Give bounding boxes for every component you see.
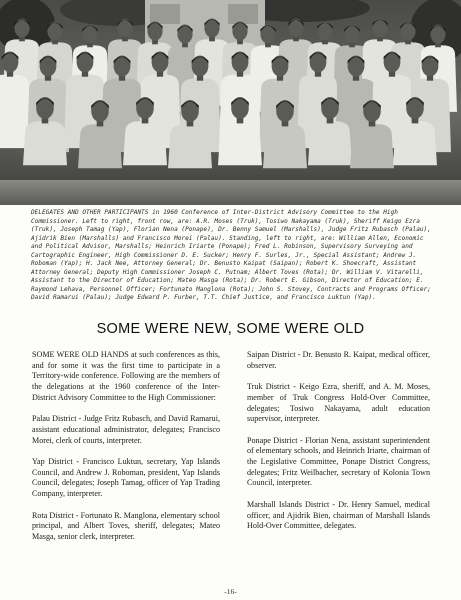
page-number: -16-: [224, 587, 237, 596]
rota-delegation: Rota District - Fortunato R. Manglona, elementary school principal, and Albert Toves, sheriff, delegates; Mateo Masga, senior clerk, interpreter.: [32, 510, 220, 541]
ponape-delegation: Ponape District - Florian Nena, assistant superintendent of elementary schools, and Heinrich Iriarte, chairman of the Legislative Committee, Ponape District Congress, delegates; Fritz Weilbacher, secretary of Kolonia Town Council, interpreter.: [247, 435, 430, 488]
truk-delegation: Truk District - Keigo Ezra, sheriff, and A. M. Moses, member of Truk Congress Hold-Over Committee, delegates; Tosiwo Nakayama, adult education supervisor, interpreter.: [247, 382, 430, 424]
saipan-delegation: Saipan District - Dr. Benusto R. Kaipat, medical officer, observer.: [247, 350, 430, 370]
right-column: [247, 350, 430, 543]
intro-paragraph: SOME WERE OLD HANDS at such conferences as this, and for some it was the first time to participate in a Territory-wide conference. Following are the members of the delegations at the 1960 conference of the Inter-District Advisory Committee to the High Commissioner:: [32, 350, 220, 402]
marshall-delegation: Marshall Islands District - Dr. Henry Samuel, medical officer, and Ajidrik Bien, chairman of Marshall Islands Hold-Over Committee, delegates.: [247, 499, 430, 531]
yap-delegation: Yap District - Francisco Luktun, secretary, Yap Islands Council, and Andrew J. Roboman, president, Yap Islands Council, delegates; Joseph Tamag, officer of Yap Trading Company, interpreter.: [32, 457, 220, 499]
group-photo: [0, 0, 461, 205]
article-headline: SOME WERE NEW, SOME WERE OLD: [96, 321, 365, 337]
photo-caption: DELEGATES AND OTHER PARTICIPANTS in 1960 Conference of Inter-District Advisory Committee to the High Commissioner. Left to right, front row, are: A.R. Moses (Truk), Tosiwo Nakayama (Truk), Sheriff Keigo Ezra (Truk), Joseph Tamag (Yap), Florian Nena (Ponape), Dr. Benny Samuel (Marshalls), Judge Fritz Rubasch (Palau), Ajidrik Bien (Marshalls) and Francisco Morei (Palau). Standing, left to right, are: William Allen, Economic and Political Advisor, Marshalls; Heinrich Iriarte (Ponape); Fred L. Robinson, Supervisory Surveying and Cartographic Engineer, High Commissioner D. E. Sucker; Henry F. Surles, Jr., Special Assistant; Andrew J. Roboman (Yap); H. Jack Nee, Attorney General; Dr. Benusto Kaipat (Saipan); Robert K. Shoecraft, Assistant Attorney General; Deputy High Commissioner Joseph C. Putnam; Albert Toves (Rota); Dr. William V. Vitarelli, Assistant to the Director of Education; Mateo Masga (Rota); Dr. Robert E. Gibson, Director of Education; E. Raymond Lehava, Personnel Officer; Fortunato Manglona (Rota); John S. Stovey, Contracts and Programs Officer; David Ramarui (Palau); Judge Edward P. Furber, T.T. Chief Justice, and Francisco Luktun (Yap).: [31, 209, 431, 302]
palau-delegation: Palau District - Judge Fritz Rubasch, and David Ramarui, assistant educational administrator, delegates; Francisco Morei, clerk of courts, interpreter.: [32, 414, 220, 445]
left-column: [32, 350, 220, 553]
